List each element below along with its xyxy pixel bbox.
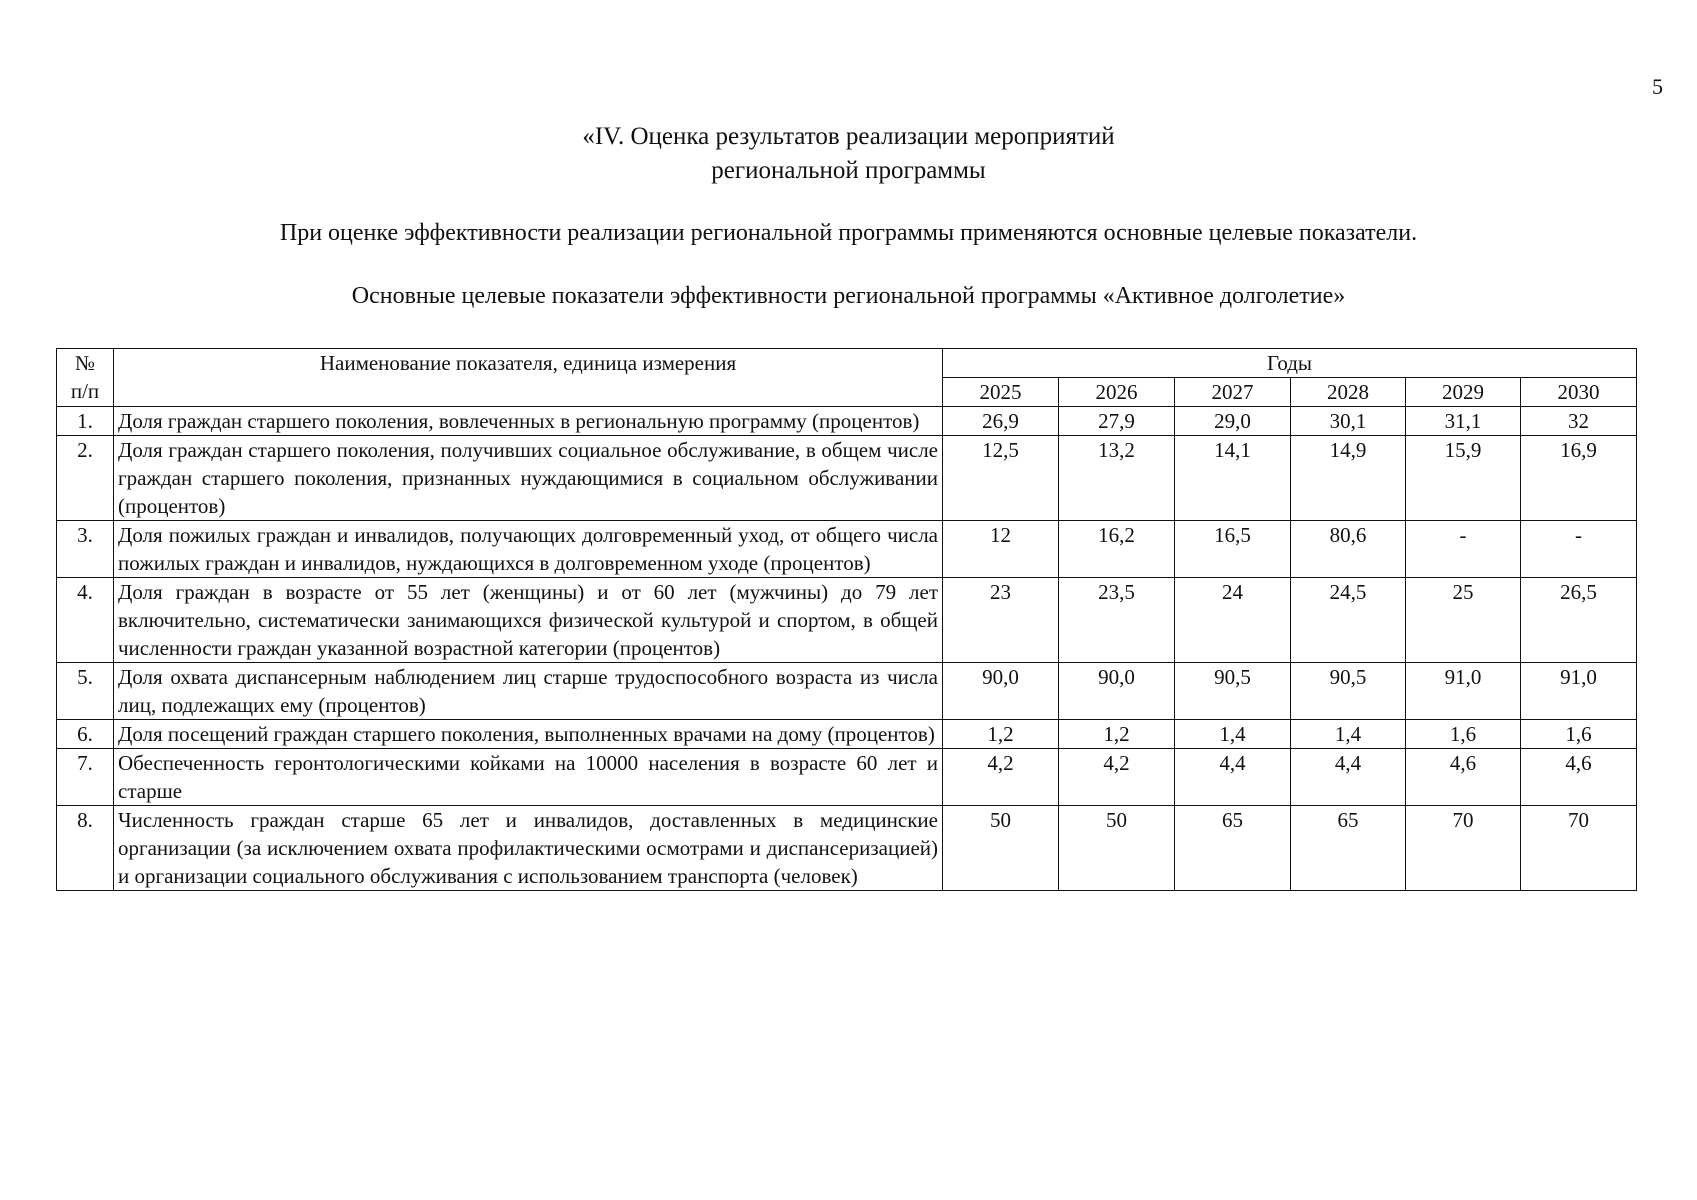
indicator-value: 4,2 — [943, 749, 1059, 806]
indicator-value: 15,9 — [1406, 436, 1521, 521]
row-number: 7. — [57, 749, 114, 806]
indicator-name: Доля посещений граждан старшего поколения, выполненных врачами на дому (процентов) — [114, 720, 943, 749]
header-year: 2029 — [1406, 378, 1521, 407]
indicator-value: 65 — [1175, 806, 1291, 891]
indicator-name: Доля пожилых граждан и инвалидов, получающих долговременный уход, от общего числа пожилых граждан и инвалидов, нуждающихся в долговременном уходе (процентов) — [114, 521, 943, 578]
indicator-value: 91,0 — [1521, 663, 1637, 720]
table-row — [57, 436, 1637, 521]
indicator-name: Доля граждан старшего поколения, получивших социальное обслуживание, в общем числе граждан старшего поколения, признанных нуждающимися в социальном обслуживании (процентов) — [114, 436, 943, 521]
indicator-value: 30,1 — [1291, 407, 1406, 436]
indicator-name: Доля охвата диспансерным наблюдением лиц старше трудоспособного возраста из числа лиц, подлежащих ему (процентов) — [114, 663, 943, 720]
indicator-value: 1,6 — [1521, 720, 1637, 749]
intro-paragraph: При оценке эффективности реализации региональной программы применяются основные целевые показатели. — [279, 220, 1418, 246]
indicator-value: 1,2 — [943, 720, 1059, 749]
section-heading — [0, 120, 1697, 188]
header-year: 2027 — [1175, 378, 1291, 407]
indicator-value: 91,0 — [1406, 663, 1521, 720]
indicators-table — [56, 348, 1637, 891]
table-row — [57, 749, 1637, 806]
indicator-value: 23,5 — [1059, 578, 1175, 663]
indicator-name: Доля граждан старшего поколения, вовлеченных в региональную программу (процентов) — [114, 407, 943, 436]
indicator-value: 16,9 — [1521, 436, 1637, 521]
indicator-value: 26,5 — [1521, 578, 1637, 663]
indicator-value: 16,5 — [1175, 521, 1291, 578]
indicator-value: 90,5 — [1291, 663, 1406, 720]
indicator-value: 4,2 — [1059, 749, 1175, 806]
row-number: 1. — [57, 407, 114, 436]
table-row — [57, 521, 1637, 578]
row-number: 6. — [57, 720, 114, 749]
header-number-line2: п/п — [70, 379, 100, 403]
table-row — [57, 720, 1637, 749]
indicator-value: 4,6 — [1406, 749, 1521, 806]
header-year: 2030 — [1521, 378, 1637, 407]
indicator-value: 1,6 — [1406, 720, 1521, 749]
indicator-value: 4,4 — [1291, 749, 1406, 806]
table-header — [57, 349, 1637, 407]
section-heading-line2: региональной программы — [711, 157, 986, 184]
indicator-name: Численность граждан старше 65 лет и инвалидов, доставленных в медицинские организации (за исключением охвата профилактическими осмотрами и диспансеризацией) и организации социального обслуживания с использованием транспорта (человек) — [114, 806, 943, 891]
indicator-value: - — [1406, 521, 1521, 578]
row-number: 4. — [57, 578, 114, 663]
indicator-value: 12,5 — [943, 436, 1059, 521]
indicator-value: 23 — [943, 578, 1059, 663]
header-years: Годы — [943, 349, 1637, 378]
row-number: 8. — [57, 806, 114, 891]
indicator-value: 90,0 — [1059, 663, 1175, 720]
header-year: 2026 — [1059, 378, 1175, 407]
indicator-value: 65 — [1291, 806, 1406, 891]
indicator-value: 70 — [1521, 806, 1637, 891]
indicator-value: 14,1 — [1175, 436, 1291, 521]
indicator-value: 4,4 — [1175, 749, 1291, 806]
indicator-value: - — [1521, 521, 1637, 578]
indicator-value: 70 — [1406, 806, 1521, 891]
table-body — [57, 407, 1637, 891]
indicator-value: 4,6 — [1521, 749, 1637, 806]
indicator-value: 31,1 — [1406, 407, 1521, 436]
page-number: 5 — [1652, 74, 1663, 99]
indicator-value: 13,2 — [1059, 436, 1175, 521]
header-number-line1: № — [74, 351, 96, 375]
indicator-value: 26,9 — [943, 407, 1059, 436]
indicator-value: 50 — [943, 806, 1059, 891]
indicator-value: 29,0 — [1175, 407, 1291, 436]
header-number — [57, 349, 114, 407]
indicator-name: Обеспеченность геронтологическими койками на 10000 населения в возрасте 60 лет и старше — [114, 749, 943, 806]
indicator-value: 80,6 — [1291, 521, 1406, 578]
indicator-value: 1,2 — [1059, 720, 1175, 749]
indicator-value: 27,9 — [1059, 407, 1175, 436]
indicator-value: 25 — [1406, 578, 1521, 663]
indicator-name: Доля граждан в возрасте от 55 лет (женщины) и от 60 лет (мужчины) до 79 лет включительно, систематически занимающихся физической культурой и спортом, в общей численности граждан указанной возрастной категории (процентов) — [114, 578, 943, 663]
indicator-value: 16,2 — [1059, 521, 1175, 578]
table-caption: Основные целевые показатели эффективности региональной программы «Активное долголетие» — [351, 283, 1346, 309]
indicator-value: 90,0 — [943, 663, 1059, 720]
table-row — [57, 806, 1637, 891]
indicator-value: 90,5 — [1175, 663, 1291, 720]
indicator-value: 32 — [1521, 407, 1637, 436]
table-row — [57, 578, 1637, 663]
indicator-value: 14,9 — [1291, 436, 1406, 521]
row-number: 3. — [57, 521, 114, 578]
table-row — [57, 407, 1637, 436]
indicator-value: 12 — [943, 521, 1059, 578]
table-row — [57, 663, 1637, 720]
header-indicator-name: Наименование показателя, единица измерения — [114, 349, 943, 407]
indicator-value: 24,5 — [1291, 578, 1406, 663]
indicator-value: 50 — [1059, 806, 1175, 891]
row-number: 2. — [57, 436, 114, 521]
header-year: 2025 — [943, 378, 1059, 407]
section-heading-line1: «IV. Оценка результатов реализации мероприятий — [582, 123, 1115, 150]
header-year: 2028 — [1291, 378, 1406, 407]
row-number: 5. — [57, 663, 114, 720]
indicator-value: 1,4 — [1291, 720, 1406, 749]
indicator-value: 24 — [1175, 578, 1291, 663]
indicator-value: 1,4 — [1175, 720, 1291, 749]
